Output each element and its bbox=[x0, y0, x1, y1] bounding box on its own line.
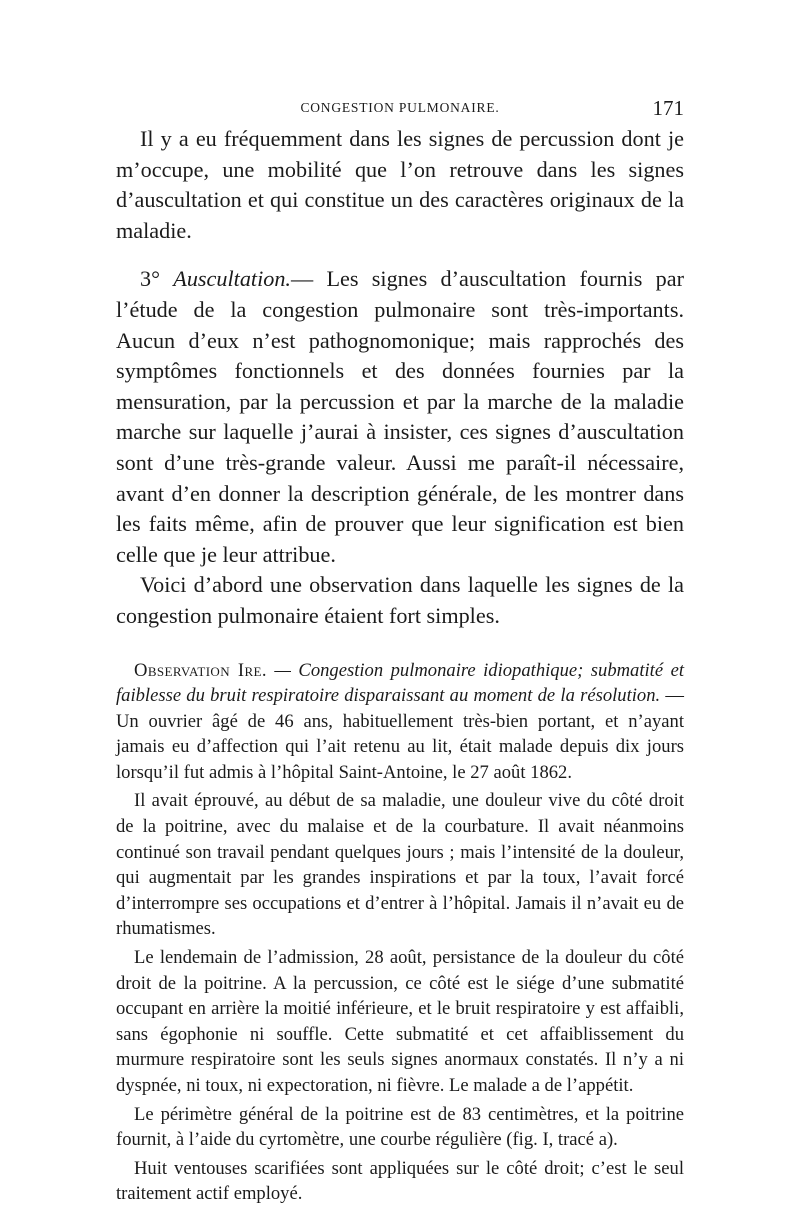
observation-title: — Congestion pulmonaire idiopathique; submatité et faiblesse du bruit respiratoire disparaissant au moment de la résolution. bbox=[116, 659, 684, 707]
page-number: 171 bbox=[652, 96, 684, 120]
running-title: CONGESTION PULMONAIRE. bbox=[300, 100, 500, 115]
observation-intro: — Un ouvrier âgé de 46 ans, habituellement très-bien portant, et n’ayant jamais eu d’affection qui l’ait retenu au lit, était malade depuis dix jours lorsqu’il fut admis à l’hôpital Saint-Antoine, le 27 août 1862. bbox=[116, 685, 685, 783]
page-header bbox=[116, 96, 684, 120]
observation-label: Observation Ire. bbox=[134, 659, 267, 681]
paragraph-mobility: Il y a eu fréquemment dans les signes de percussion dont je m’occupe, une mobilité que l’on retrouve dans les signes d’auscultation et qui constitue un des caractères originaux de la maladie. bbox=[116, 126, 684, 243]
body-text bbox=[116, 124, 684, 1207]
observation-paragraph: Huit ventouses scarifiées sont appliquées sur le côté droit; c’est le seul traitement actif employé. bbox=[116, 1157, 684, 1205]
observation-block bbox=[116, 658, 684, 1207]
paragraph-auscultation-text: — Les signes d’auscultation fournis par l’étude de la congestion pulmonaire sont très-importants. Aucun d’eux n’est pathognomonique; mais rapprochés des symptômes fonctionnels et des données fournies par la mensuration, par la percussion et par la marche de la maladie marche sur laquelle j’aurai à insister, ces signes d’auscultation sont d’une très-grande valeur. Aussi me paraît-il nécessaire, avant d’en donner la description générale, de les montrer dans les faits même, afin de prouver que leur signification est bien celle que je leur attribue. bbox=[116, 266, 685, 567]
section-title: Auscultation. bbox=[173, 266, 291, 292]
paragraph-voici: Voici d’abord une observation dans laquelle les signes de la congestion pulmonaire étaient fort simples. bbox=[116, 572, 684, 628]
observation-heading bbox=[116, 658, 684, 786]
paragraph-auscultation bbox=[116, 264, 684, 570]
observation-paragraph: Le lendemain de l’admission, 28 août, persistance de la douleur du côté droit de la poitrine. A la percussion, ce côté est le siége d’une submatité occupant en arrière la moitié inférieure, et le bruit respiratoire y est affaibli, sans égophonie ni souffle. Cette submatité et cet affaiblissement du murmure respiratoire sont les seuls signes anormaux constatés. Il n’y a ni dyspnée, ni toux, ni expectoration, ni fièvre. Le malade a de l’appétit. bbox=[116, 947, 684, 1096]
main-text bbox=[116, 124, 684, 632]
observation-paragraph: Le périmètre général de la poitrine est de 83 centimètres, et la poitrine fournit, à l’aide du cyrtomètre, une courbe régulière (fig. I, tracé a). bbox=[116, 1103, 684, 1151]
observation-paragraph: Il avait éprouvé, au début de sa maladie, une douleur vive du côté droit de la poitrine, avec du malaise et de la courbature. Il avait néanmoins continué son travail pendant quelques jours ; mais l’intensité de la douleur, qui augmentait par les grandes inspirations et par la toux, l’avait forcé d’interrompre ses occupations et d’entrer à l’hôpital. Jamais il n’avait eu de rhumatismes. bbox=[116, 790, 684, 940]
section-number: 3° bbox=[140, 266, 160, 292]
